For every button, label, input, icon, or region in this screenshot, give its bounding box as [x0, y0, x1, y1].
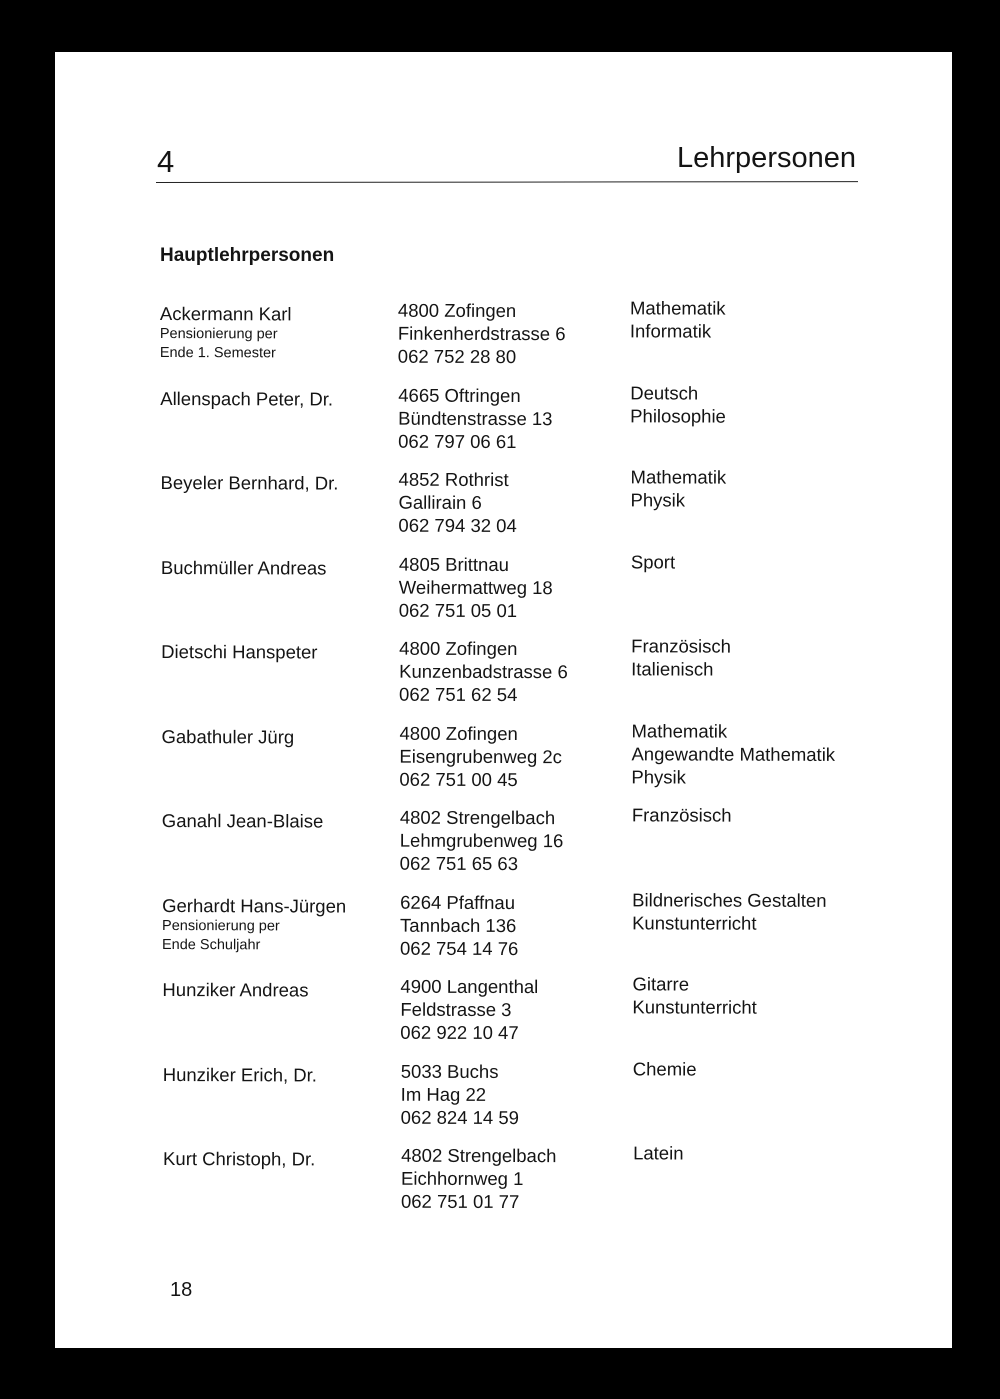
document-page — [55, 52, 952, 1348]
address-street: Feldstrasse 3 — [400, 998, 512, 1020]
phone-number: 062 752 28 80 — [397, 345, 517, 368]
teacher-entry — [55, 467, 952, 554]
subject: Bildnerisches Gestalten — [632, 888, 827, 911]
teacher-address — [400, 975, 625, 1045]
teacher-address — [400, 890, 625, 960]
subject: Kunstunterricht — [632, 911, 757, 934]
address-street: Lehmgrubenweg 16 — [399, 829, 564, 852]
subject: Informatik — [629, 320, 712, 342]
teacher-name: Allenspach Peter, Dr. — [160, 387, 334, 409]
phone-number: 062 794 32 04 — [398, 514, 517, 537]
teacher-name: Hunziker Andreas — [162, 979, 309, 1001]
phone-number: 062 751 65 63 — [399, 852, 519, 875]
teacher-name-column — [160, 387, 390, 411]
teacher-name-column — [160, 302, 390, 364]
teacher-address — [399, 637, 624, 707]
teacher-name-column — [161, 556, 391, 580]
chapter-title: Lehrpersonen — [677, 142, 856, 174]
subject: Latein — [633, 1142, 684, 1164]
address-street: Kunzenbadstrasse 6 — [399, 660, 568, 683]
teacher-entry — [57, 805, 954, 892]
teacher-subjects — [630, 296, 880, 343]
phone-number: 062 922 10 47 — [400, 1021, 519, 1044]
teacher-entry — [57, 889, 954, 976]
teacher-name: Beyeler Bernhard, Dr. — [160, 472, 339, 494]
page-number: 18 — [170, 1279, 193, 1301]
subject: Mathematik — [630, 466, 727, 488]
teacher-name-column — [161, 471, 391, 495]
subject: Italienisch — [631, 658, 714, 680]
section-heading: Hauptlehrpersonen — [160, 245, 335, 266]
address-street: Eisengrubenweg 2c — [399, 745, 562, 767]
teacher-entry — [55, 382, 952, 469]
subject: Physik — [630, 489, 686, 511]
subject: Chemie — [632, 1057, 697, 1080]
address-city: 4900 Langenthal — [400, 975, 539, 998]
teacher-name-column — [162, 809, 392, 833]
teacher-subjects — [630, 381, 880, 428]
teacher-subjects — [633, 1141, 883, 1165]
teacher-name: Ackermann Karl — [159, 303, 292, 325]
teacher-subjects — [633, 1057, 883, 1081]
phone-number: 062 797 06 61 — [398, 430, 517, 452]
teacher-name-column — [163, 1147, 393, 1171]
phone-number: 062 751 01 77 — [400, 1190, 520, 1213]
teacher-entry — [58, 1058, 955, 1145]
address-street: Bündtenstrasse 13 — [398, 407, 553, 429]
subject: Angewandte Mathematik — [631, 742, 836, 765]
teacher-name-column — [163, 1063, 393, 1087]
teacher-name-column — [161, 640, 391, 664]
teacher-entry — [58, 1143, 955, 1230]
address-city: 4802 Strengelbach — [401, 1144, 557, 1167]
retirement-note: Pensionierung per — [159, 326, 278, 343]
teacher-address — [398, 299, 623, 369]
subject: Gitarre — [632, 973, 690, 995]
address-street: Eichhornweg 1 — [400, 1167, 524, 1190]
retirement-note: Pensionierung per — [162, 917, 280, 934]
address-street: Weihermattweg 18 — [398, 576, 553, 598]
subject: Philosophie — [630, 404, 726, 427]
teacher-entry — [56, 551, 953, 638]
teacher-address — [401, 1059, 626, 1129]
teacher-subjects — [632, 972, 882, 1019]
phone-number: 062 751 62 54 — [399, 683, 518, 706]
phone-number: 062 754 14 76 — [399, 937, 519, 959]
subject: Kunstunterricht — [632, 996, 757, 1018]
teacher-address — [400, 806, 625, 876]
subject: Deutsch — [630, 381, 699, 404]
subject: Mathematik — [631, 719, 728, 742]
address-street: Finkenherdstrasse 6 — [397, 322, 566, 345]
teacher-list — [52, 52, 953, 1350]
phone-number: 062 751 05 01 — [398, 599, 518, 621]
teacher-name-column — [162, 978, 392, 1002]
chapter-number: 4 — [157, 144, 175, 179]
teacher-name: Kurt Christoph, Dr. — [163, 1148, 316, 1170]
teacher-name: Ganahl Jean-Blaise — [161, 810, 324, 832]
teacher-entry — [55, 298, 952, 385]
teacher-entry — [56, 636, 953, 723]
subject: Physik — [631, 765, 686, 787]
teacher-name: Gerhardt Hans-Jürgen — [162, 894, 347, 917]
subject: Mathematik — [629, 297, 726, 319]
retirement-note: Ende 1. Semester — [159, 345, 276, 362]
teacher-subjects — [631, 634, 881, 681]
address-city: 4805 Brittnau — [398, 553, 509, 575]
teacher-subjects — [632, 888, 882, 935]
teacher-name: Hunziker Erich, Dr. — [162, 1063, 318, 1085]
teacher-address — [399, 552, 624, 622]
address-city: 4800 Zofingen — [397, 299, 517, 322]
subject: Französisch — [631, 804, 732, 826]
phone-number: 062 824 14 59 — [400, 1106, 519, 1128]
teacher-entry — [56, 720, 953, 807]
subject: Französisch — [631, 635, 731, 657]
teacher-name-column — [161, 725, 391, 749]
teacher-entry — [57, 974, 954, 1061]
address-city: 6264 Pfaffnau — [400, 891, 516, 913]
address-city: 5033 Buchs — [400, 1060, 499, 1082]
teacher-address — [398, 383, 623, 453]
address-street: Tannbach 136 — [400, 914, 517, 936]
teacher-name: Dietschi Hanspeter — [161, 641, 318, 663]
teacher-subjects — [631, 550, 881, 574]
subject: Sport — [630, 550, 676, 572]
teacher-subjects — [630, 465, 880, 512]
teacher-name: Gabathuler Jürg — [161, 725, 295, 747]
teacher-address — [398, 468, 623, 538]
address-city: 4800 Zofingen — [399, 637, 518, 660]
teacher-address — [399, 721, 624, 791]
phone-number: 062 751 00 45 — [399, 768, 518, 790]
address-city: 4802 Strengelbach — [399, 806, 556, 829]
teacher-name: Buchmüller Andreas — [160, 556, 327, 578]
teacher-name-column — [162, 894, 392, 956]
address-street: Gallirain 6 — [398, 491, 482, 513]
retirement-note: Ende Schuljahr — [161, 936, 261, 953]
teacher-subjects — [632, 803, 882, 827]
teacher-address — [401, 1144, 626, 1214]
address-city: 4852 Rothrist — [398, 468, 509, 490]
address-city: 4800 Zofingen — [399, 722, 518, 744]
address-street: Im Hag 22 — [400, 1083, 487, 1105]
address-city: 4665 Oftringen — [398, 384, 521, 406]
teacher-subjects — [631, 719, 881, 789]
